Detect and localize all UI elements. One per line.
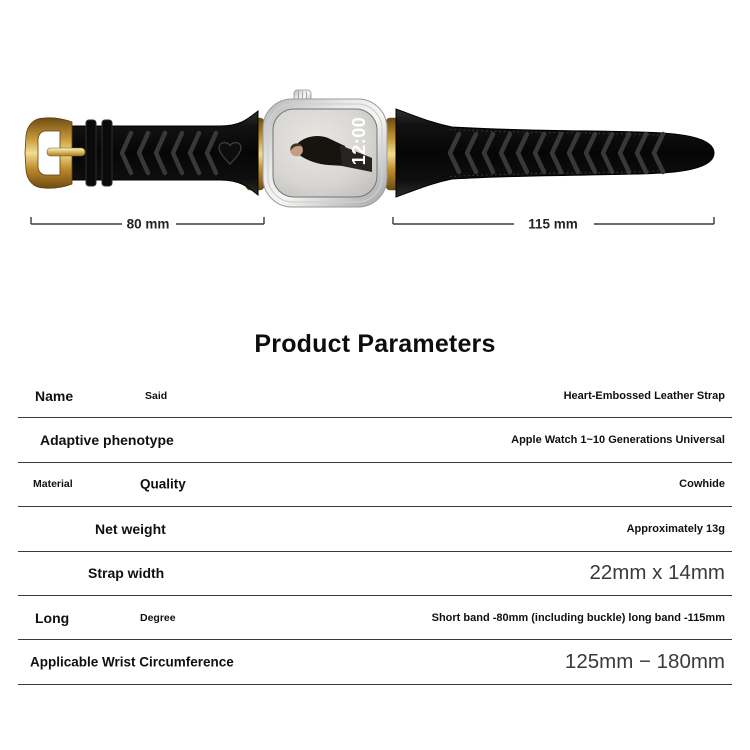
table-row-material	[18, 463, 732, 507]
product-photo	[0, 0, 750, 250]
row-value: Heart-Embossed Leather Strap	[563, 389, 725, 402]
row-value: 22mm x 14mm	[589, 561, 725, 585]
row-label-primary: Adaptive phenotype	[40, 432, 174, 449]
row-value: Apple Watch 1~10 Generations Universal	[511, 434, 725, 447]
row-label-primary: Strap width	[88, 565, 165, 582]
row-label-secondary: Said	[145, 389, 168, 402]
row-value: Short band -80mm (including buckle) long band -115mm	[431, 611, 725, 624]
table-row-strap-width	[18, 552, 732, 596]
table-row-name	[18, 374, 732, 418]
dimension-short-label: 80 mm	[126, 216, 170, 232]
keeper-loop	[86, 120, 96, 186]
long-strap	[396, 109, 714, 197]
dimension-long-label: 115 mm	[528, 216, 578, 232]
table-row-net-weight	[18, 507, 732, 551]
row-label-primary: Material	[33, 478, 73, 491]
row-label-primary: Net weight	[95, 520, 166, 537]
row-value: Approximately 13g	[626, 522, 725, 535]
row-value: 125mm − 180mm	[564, 650, 725, 674]
table-row-wrist-circumference	[18, 640, 732, 684]
row-label-secondary: Quality	[140, 476, 186, 492]
row-label-primary: Applicable Wrist Circumference	[30, 654, 234, 670]
row-label-secondary: Degree	[140, 611, 176, 624]
buckle-prong	[47, 148, 85, 156]
keeper-loop	[102, 120, 112, 186]
row-value: Cowhide	[679, 478, 725, 491]
row-label-primary: Name	[35, 387, 74, 404]
row-label-primary: Long	[35, 609, 70, 626]
table-row-length	[18, 596, 732, 640]
watch-time: 12:00	[349, 116, 369, 166]
parameters-table	[18, 374, 732, 685]
page-title: Product Parameters	[254, 330, 496, 358]
table-row-adaptive-phenotype	[18, 418, 732, 462]
